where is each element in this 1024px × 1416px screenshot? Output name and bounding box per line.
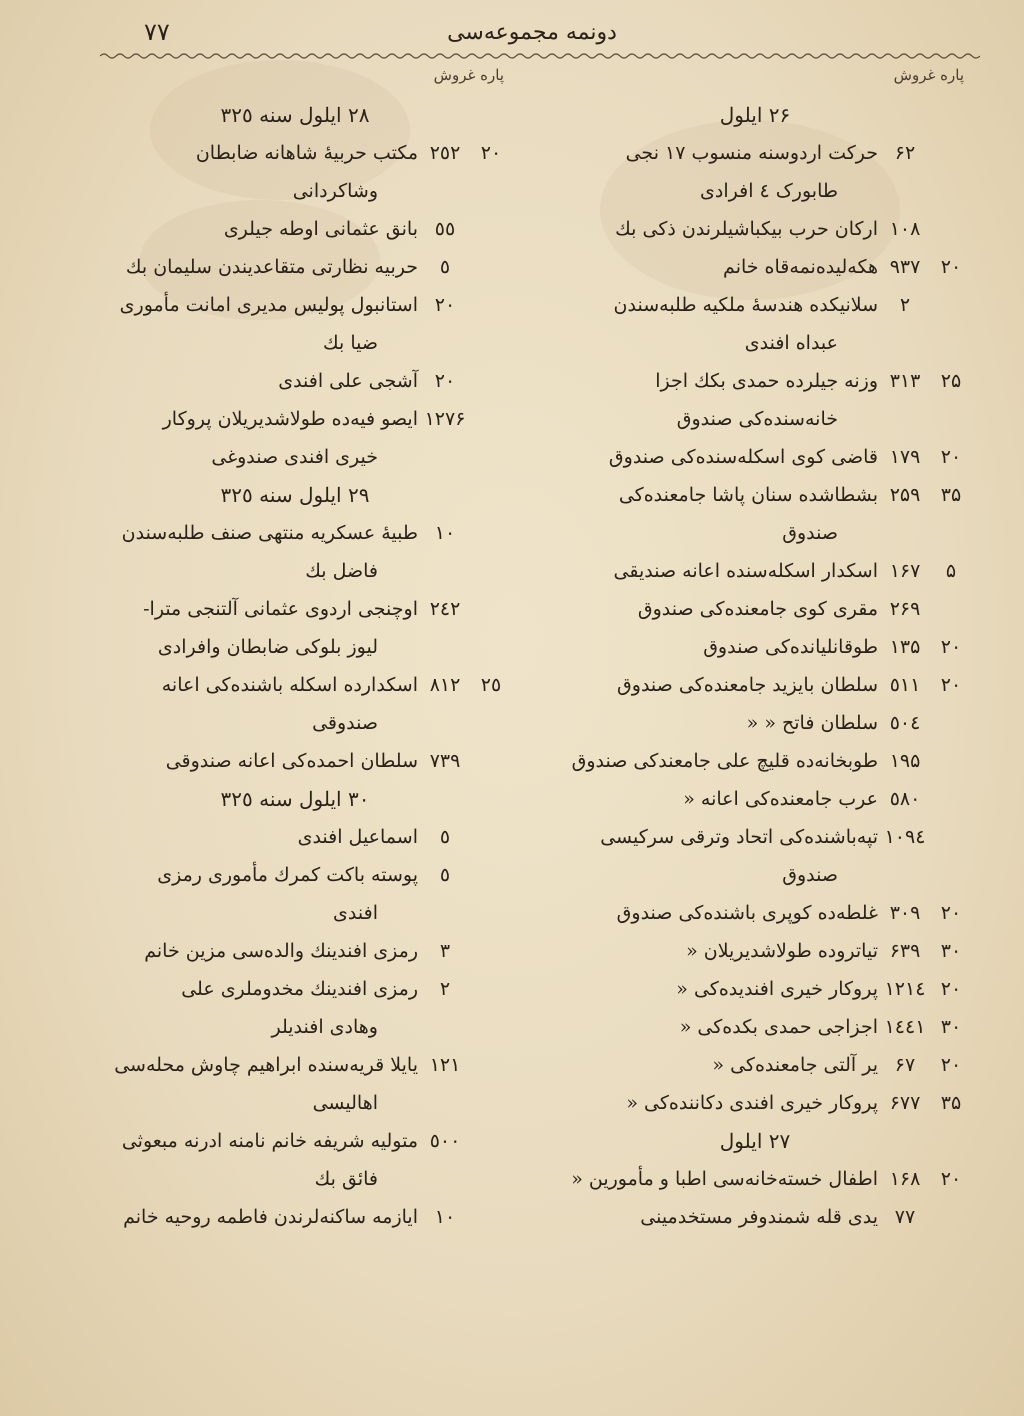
donor-line-continuation: طابورک ٤ افرادی [700, 180, 838, 202]
donor-line: ارکان حرب بیکباشیلرندن ذکی بك [615, 218, 878, 240]
para-amount: ۲۰ [940, 636, 962, 658]
donor-line: رمزی افندینك مخدوملری علی [181, 978, 418, 1000]
ledger-entry [540, 210, 970, 248]
ledger-entry [540, 438, 970, 476]
para-amount: ۳۰ [940, 940, 962, 962]
gurus-amount: ۲۵۹ [889, 484, 921, 506]
donor-line: اسماعیل افندی [297, 826, 418, 848]
donor-text [540, 362, 878, 438]
gurus-amount: ٥۰۰ [429, 1130, 461, 1152]
donor-line: مکتب حربیهٔ شاهانه ضابطان [195, 142, 418, 164]
donor-line: اسکدار اسکله‌سنده اعانه صندیقی [613, 560, 878, 582]
donor-line: طبیهٔ عسکریه منتهی صنف طلبه‌سندن [121, 522, 418, 544]
ledger-entry [540, 1198, 970, 1236]
donor-line: طوقانلیانده‌کی صندوق [703, 636, 878, 658]
donor-line-continuation: صندوق [782, 864, 838, 886]
donor-text [80, 856, 418, 932]
donor-line-continuation: فاضل بك [305, 560, 378, 582]
donor-line: حربیه نظارتی متقاعدیندن سلیمان بك [125, 256, 418, 278]
header-para-label: پاره [940, 66, 964, 84]
ledger-entry [540, 704, 970, 742]
ledger-entry [80, 590, 510, 666]
donor-text [80, 248, 418, 286]
right-column [540, 66, 970, 1236]
ledger-entry [80, 666, 510, 742]
gurus-amount: ۳ [439, 940, 451, 962]
donor-line: متولیه شریفه خانم نامنه ادرنه مبعوثی [121, 1130, 418, 1152]
column-header [540, 66, 970, 96]
donor-line-continuation: خانه‌سنده‌کی صندوق [676, 408, 838, 430]
ledger-entry [80, 400, 510, 476]
donor-line-continuation: عبداه افندی [744, 332, 838, 354]
ledger-entry [540, 628, 970, 666]
donor-line-continuation: افندی [333, 902, 378, 924]
donor-line: استانبول پولیس مدیری امانت مأموری [119, 294, 418, 316]
para-amount: ۲۰ [940, 978, 962, 1000]
page-number: ۷۷ [144, 18, 170, 46]
para-amount: ۲۰ [480, 142, 502, 164]
ledger-entry [540, 1160, 970, 1198]
ledger-entry [80, 1198, 510, 1236]
donor-text [540, 666, 878, 704]
header-gurus-label: غروش [433, 66, 476, 84]
gurus-amount: ٥۰٤ [889, 712, 921, 734]
para-amount: ۲۰ [940, 1168, 962, 1190]
donor-text [540, 932, 878, 970]
ledger-entry [540, 1008, 970, 1046]
donor-line: عرب جامعنده‌کی اعانه « [683, 788, 878, 810]
donor-text [540, 476, 878, 552]
donor-text [540, 286, 878, 362]
gurus-amount: ۱۰ [434, 522, 456, 544]
gurus-amount: ۱۳۵ [889, 636, 921, 658]
gurus-amount: ۱۲۷۶ [424, 408, 466, 430]
donor-line: سلطان احمده‌کی اعانه صندوقی [165, 750, 418, 772]
gurus-amount: ٥ [439, 826, 451, 848]
gurus-amount: ۱۶۷ [889, 560, 921, 582]
donor-line: یدی قله شمندوفر مستخدمینی [640, 1206, 878, 1228]
date-heading: ۲۸ ایلول سنه ۳۲٥ [220, 103, 370, 127]
donor-line-continuation: خیری افندی صندوغی [211, 446, 378, 468]
donor-text [540, 248, 878, 286]
gurus-amount: ٥۸۰ [889, 788, 921, 810]
ledger-entry [540, 932, 970, 970]
gurus-amount: ۱۶۸ [889, 1168, 921, 1190]
para-amount: ۲٥ [480, 674, 502, 696]
para-amount: ۳۵ [940, 484, 962, 506]
donor-line: اجزاجی حمدی بکده‌کی « [679, 1016, 878, 1038]
donor-line: هکه‌لیده‌نمه‌قاه خانم [723, 256, 878, 278]
column-header [80, 66, 510, 96]
ledger-entry [80, 970, 510, 1046]
donor-text [80, 818, 418, 856]
donor-text [540, 210, 878, 248]
donor-line-continuation: وشاکردانی [292, 180, 378, 202]
ledger-entry [80, 932, 510, 970]
date-heading: ۲۷ ایلول [719, 1129, 791, 1153]
donor-text [80, 1122, 418, 1198]
donor-text [540, 894, 878, 932]
donor-line-continuation: اهالیسی [312, 1092, 378, 1114]
gurus-amount: ۱۰ [434, 1206, 456, 1228]
ledger-entry [80, 134, 510, 210]
right-entries [540, 96, 970, 1236]
para-amount: ۳۰ [940, 1016, 962, 1038]
ledger-entry [540, 552, 970, 590]
donor-line-continuation: لیوز بلوکی ضابطان وافرادی [157, 636, 378, 658]
ledger-entry [80, 362, 510, 400]
para-amount: ۳۵ [940, 1092, 962, 1114]
donor-text [80, 400, 418, 476]
gurus-amount: ٥ [439, 256, 451, 278]
donor-line: وزنه جیلرده حمدی بکك اجزا [655, 370, 878, 392]
ledger-entry [80, 818, 510, 856]
ledger-entry [80, 514, 510, 590]
donor-text [540, 1046, 878, 1084]
ledger-entry [540, 666, 970, 704]
donor-text [540, 818, 878, 894]
gurus-amount: ۲۰ [434, 294, 456, 316]
left-column [80, 66, 510, 1236]
gurus-amount: ۱۷۹ [889, 446, 921, 468]
donor-line-continuation: صندوقی [312, 712, 378, 734]
gurus-amount: ۲ [439, 978, 451, 1000]
para-amount: ۵ [945, 560, 957, 582]
donor-line: اطفال خسته‌خانه‌سی اطبا و مأمورین « [571, 1168, 878, 1190]
donor-line: مقری کوی جامعنده‌کی صندوق [637, 598, 878, 620]
gurus-amount: ۱۲۱٤ [884, 978, 926, 1000]
donor-line: یر آلتی جامعنده‌کی « [712, 1054, 878, 1076]
gurus-amount: ۶۲ [894, 142, 916, 164]
donor-line: قاضی کوی اسکله‌سنده‌کی صندوق [608, 446, 878, 468]
ledger-entry [540, 818, 970, 894]
donor-text [80, 134, 418, 210]
donor-line: سلانیکده هندسهٔ ملکیه طلبه‌سندن [613, 294, 878, 316]
gurus-amount: ۱۹۵ [889, 750, 921, 772]
donor-line: ایازمه ساکنه‌لرندن فاطمه روحیه خانم [123, 1206, 418, 1228]
gurus-amount: ۱٤٤۱ [884, 1016, 926, 1038]
gurus-amount: ٥٥ [434, 218, 456, 240]
gurus-amount: ۲ [899, 294, 911, 316]
ledger-entry [540, 1084, 970, 1122]
para-amount: ۲۰ [940, 674, 962, 696]
ledger-entry [80, 210, 510, 248]
donor-line: رمزی افندینك والده‌سی مزین خانم [144, 940, 418, 962]
left-entries [80, 96, 510, 1236]
donor-line-continuation: وهادی افندیلر [271, 1016, 378, 1038]
para-amount: ۲۵ [940, 370, 962, 392]
donor-text [540, 1008, 878, 1046]
donor-text [80, 666, 418, 742]
gurus-amount: ۲٤۲ [429, 598, 461, 620]
ledger-entry [540, 362, 970, 438]
donor-line: تیاتروده طولاشدیریلان « [686, 940, 878, 962]
donor-text [540, 590, 878, 628]
donor-line: ایصو فیه‌ده طولاشدیریلان پروکار [162, 408, 418, 430]
donor-text [540, 970, 878, 1008]
donor-text [540, 628, 878, 666]
donor-text [540, 1198, 878, 1236]
donor-text [80, 362, 418, 400]
donor-line: پروکار خیری افندی دکاننده‌کی « [626, 1092, 878, 1114]
donor-text [540, 552, 878, 590]
gurus-amount: ٥۱۱ [889, 674, 921, 696]
donor-line-continuation: ضیا بك [323, 332, 378, 354]
donor-text [80, 1046, 418, 1122]
gurus-amount: ۶۳۹ [889, 940, 921, 962]
donor-text [540, 1160, 878, 1198]
donor-text [540, 742, 878, 780]
gurus-amount: ۶۷ [894, 1054, 916, 1076]
ledger-entry [80, 1122, 510, 1198]
gurus-amount: ۲٥۲ [429, 142, 461, 164]
date-heading: ۲۹ ایلول سنه ۳۲٥ [220, 483, 370, 507]
donor-line: بشطاشده سنان پاشا جامعنده‌کی [618, 484, 878, 506]
gurus-amount: ۶۷۷ [889, 1092, 921, 1114]
donor-line-continuation: فائق بك [314, 1168, 378, 1190]
para-amount: ۲۰ [940, 446, 962, 468]
gurus-amount: ۱۰۸ [889, 218, 921, 240]
gurus-amount: ۸۱۲ [429, 674, 461, 696]
donor-text [540, 780, 878, 818]
donor-line: بانق عثمانی اوطه جیلری [223, 218, 418, 240]
donor-line: تپه‌باشنده‌کی اتحاد وترقی سرکیسی [600, 826, 878, 848]
donor-text [540, 134, 878, 210]
ledger-entry [540, 476, 970, 552]
ledger-entry [540, 742, 970, 780]
gurus-amount: ٥ [439, 864, 451, 886]
gurus-amount: ۳۱۳ [889, 370, 921, 392]
para-amount: ۲۰ [940, 902, 962, 924]
gurus-amount: ۳۰۹ [889, 902, 921, 924]
page-header [100, 14, 964, 50]
header-gurus-label: غروش [893, 66, 936, 84]
donor-text [540, 438, 878, 476]
header-rule [100, 52, 980, 60]
donor-line: اسکدارده اسکله باشنده‌کی اعانه [161, 674, 418, 696]
header-para-label: پاره [480, 66, 504, 84]
donor-text [80, 286, 418, 362]
ledger-entry [540, 780, 970, 818]
ledger-entry [80, 856, 510, 932]
donor-text [80, 970, 418, 1046]
gurus-amount: ۱۰۹٤ [884, 826, 926, 848]
ledger-entry [540, 134, 970, 210]
donor-line: حرکت اردوسنه منسوب ۱۷ نجی [625, 142, 878, 164]
gurus-amount: ۷۳۹ [429, 750, 461, 772]
ledger-entry [80, 248, 510, 286]
donor-text [80, 1198, 418, 1236]
donor-line: سلطان فاتح « « [746, 712, 878, 734]
ledger-entry [540, 894, 970, 932]
donor-line: یایلا قریه‌سنده ابراهیم چاوش محله‌سی [114, 1054, 418, 1076]
ledger-entry [540, 590, 970, 628]
donor-line: اوچنجی اردوی عثمانی آلتنجی مترا- [143, 598, 418, 620]
gurus-amount: ۷۷ [894, 1206, 916, 1228]
gurus-amount: ۲۶۹ [889, 598, 921, 620]
donor-text [540, 1084, 878, 1122]
ledger-entry [540, 248, 970, 286]
donor-text [80, 590, 418, 666]
donor-line: پوسته باکت کمرك مأموری رمزی [157, 864, 418, 886]
gurus-amount: ۱۲۱ [429, 1054, 461, 1076]
donor-text [80, 210, 418, 248]
donor-line-continuation: صندوق [782, 522, 838, 544]
ledger-entry [80, 742, 510, 780]
donor-line: پروکار خیری افندیده‌کی « [676, 978, 878, 1000]
running-title: دونمه مجموعه‌سی [447, 20, 617, 45]
gurus-amount: ۲۰ [434, 370, 456, 392]
para-amount: ۲۰ [940, 1054, 962, 1076]
donor-text [80, 932, 418, 970]
gurus-amount: ۹۳۷ [889, 256, 921, 278]
ledger-entry [80, 1046, 510, 1122]
donor-line: غلطه‌ده کوپری باشنده‌کی صندوق [616, 902, 878, 924]
date-heading: ۲۶ ایلول [719, 103, 791, 127]
ledger-entry [540, 970, 970, 1008]
date-heading: ۳۰ ایلول سنه ۳۲٥ [220, 787, 370, 811]
para-amount: ۲۰ [940, 256, 962, 278]
ledger-entry [540, 286, 970, 362]
donor-text [540, 704, 878, 742]
donor-line: طوبخانه‌ده قلیچ علی جامعندکی صندوق [571, 750, 878, 772]
ledger-entry [540, 1046, 970, 1084]
donor-text [80, 514, 418, 590]
ledger-entry [80, 286, 510, 362]
donor-text [80, 742, 418, 780]
donor-line: سلطان بایزید جامعنده‌کی صندوق [617, 674, 878, 696]
donor-line: آشجی علی افندی [278, 370, 418, 392]
